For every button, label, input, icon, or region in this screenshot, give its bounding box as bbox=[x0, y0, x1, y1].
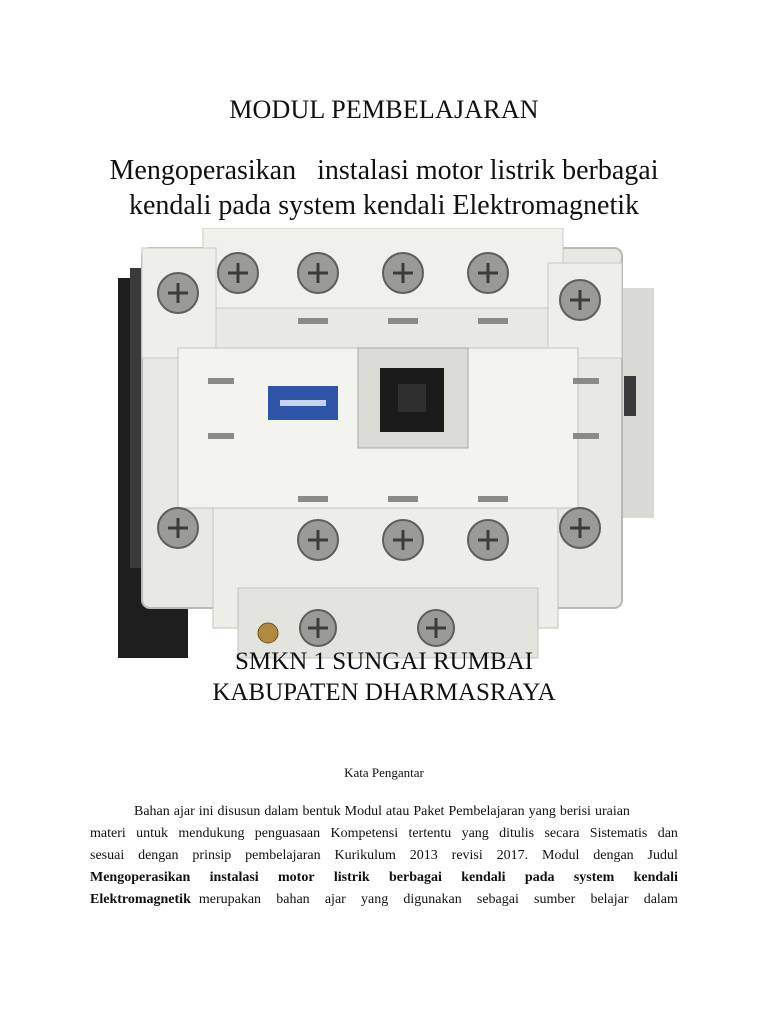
foreword-body bbox=[90, 801, 678, 911]
word: Modul bbox=[344, 804, 382, 819]
line-continuation bbox=[199, 889, 678, 911]
bold-term: Elektromagnetik bbox=[90, 892, 191, 907]
word: dengan bbox=[593, 848, 634, 863]
word: Kompetensi bbox=[330, 826, 399, 841]
subtitle-line: kendali pada system kendali Elektromagnetik bbox=[128, 190, 640, 221]
word: motor bbox=[278, 870, 315, 885]
word: bentuk bbox=[302, 804, 341, 819]
subtitle-line: Mengoperasikan instalasi motor listrik berbagai bbox=[109, 155, 659, 186]
module-subtitle bbox=[60, 153, 708, 223]
word: Pembelajaran bbox=[448, 804, 525, 819]
word: prinsip bbox=[192, 848, 232, 863]
word: bahan bbox=[276, 892, 310, 907]
foreword-heading: Kata Pengantar bbox=[344, 765, 424, 780]
word: instalasi bbox=[209, 870, 259, 885]
word: penguasaan bbox=[254, 826, 321, 841]
word: ajar bbox=[324, 892, 346, 907]
paragraph-line bbox=[90, 889, 678, 911]
word: belajar bbox=[590, 892, 629, 907]
word: merupakan bbox=[198, 892, 262, 907]
school-name: SMKN 1 SUNGAI RUMBAI bbox=[235, 648, 533, 675]
word: ini bbox=[198, 804, 214, 819]
word: dengan bbox=[138, 848, 179, 863]
word: pada bbox=[524, 870, 555, 885]
word: berbagai bbox=[389, 870, 442, 885]
word: yang bbox=[528, 804, 556, 819]
word: Judul bbox=[647, 848, 678, 863]
word: atau bbox=[386, 804, 410, 819]
word: revisi bbox=[451, 848, 483, 863]
word: kendali bbox=[633, 870, 678, 885]
word: mendukung bbox=[178, 826, 245, 841]
word: Bahan bbox=[134, 804, 170, 819]
school-regency: KABUPATEN DHARMASRAYA bbox=[212, 679, 556, 706]
word: yang bbox=[461, 826, 489, 841]
word: Kurikulum bbox=[334, 848, 396, 863]
word: listrik bbox=[333, 870, 370, 885]
paragraph-line bbox=[90, 801, 678, 823]
word: disusun bbox=[217, 804, 261, 819]
word: Mengoperasikan bbox=[90, 870, 191, 885]
word: tertentu bbox=[408, 826, 452, 841]
word: dalam bbox=[264, 804, 299, 819]
word: kendali bbox=[461, 870, 506, 885]
word: sebagai bbox=[476, 892, 519, 907]
word: sumber bbox=[534, 892, 576, 907]
word: secara bbox=[544, 826, 580, 841]
word: uraian bbox=[594, 804, 630, 819]
word: Paket bbox=[413, 804, 445, 819]
word: digunakan bbox=[403, 892, 462, 907]
school-block bbox=[0, 646, 768, 708]
paragraph-line-bold bbox=[90, 867, 678, 889]
module-title: MODUL PEMBELAJARAN bbox=[229, 95, 539, 124]
word: berisi bbox=[559, 804, 591, 819]
word: Sistematis bbox=[589, 826, 648, 841]
word: 2017. bbox=[496, 848, 529, 863]
word: yang bbox=[361, 892, 389, 907]
word: untuk bbox=[136, 826, 168, 841]
word: pembelajaran bbox=[245, 848, 321, 863]
word: system bbox=[573, 870, 615, 885]
word: Modul bbox=[542, 848, 580, 863]
magnetic-contactor-photo bbox=[118, 228, 654, 668]
word: materi bbox=[90, 826, 126, 841]
word: 2013 bbox=[409, 848, 438, 863]
word: ajar bbox=[173, 804, 195, 819]
paragraph-line bbox=[90, 845, 678, 867]
word: ditulis bbox=[499, 826, 535, 841]
paragraph-line bbox=[90, 823, 678, 845]
word: sesuai bbox=[90, 848, 125, 863]
word: dan bbox=[657, 826, 678, 841]
word: dalam bbox=[643, 892, 678, 907]
